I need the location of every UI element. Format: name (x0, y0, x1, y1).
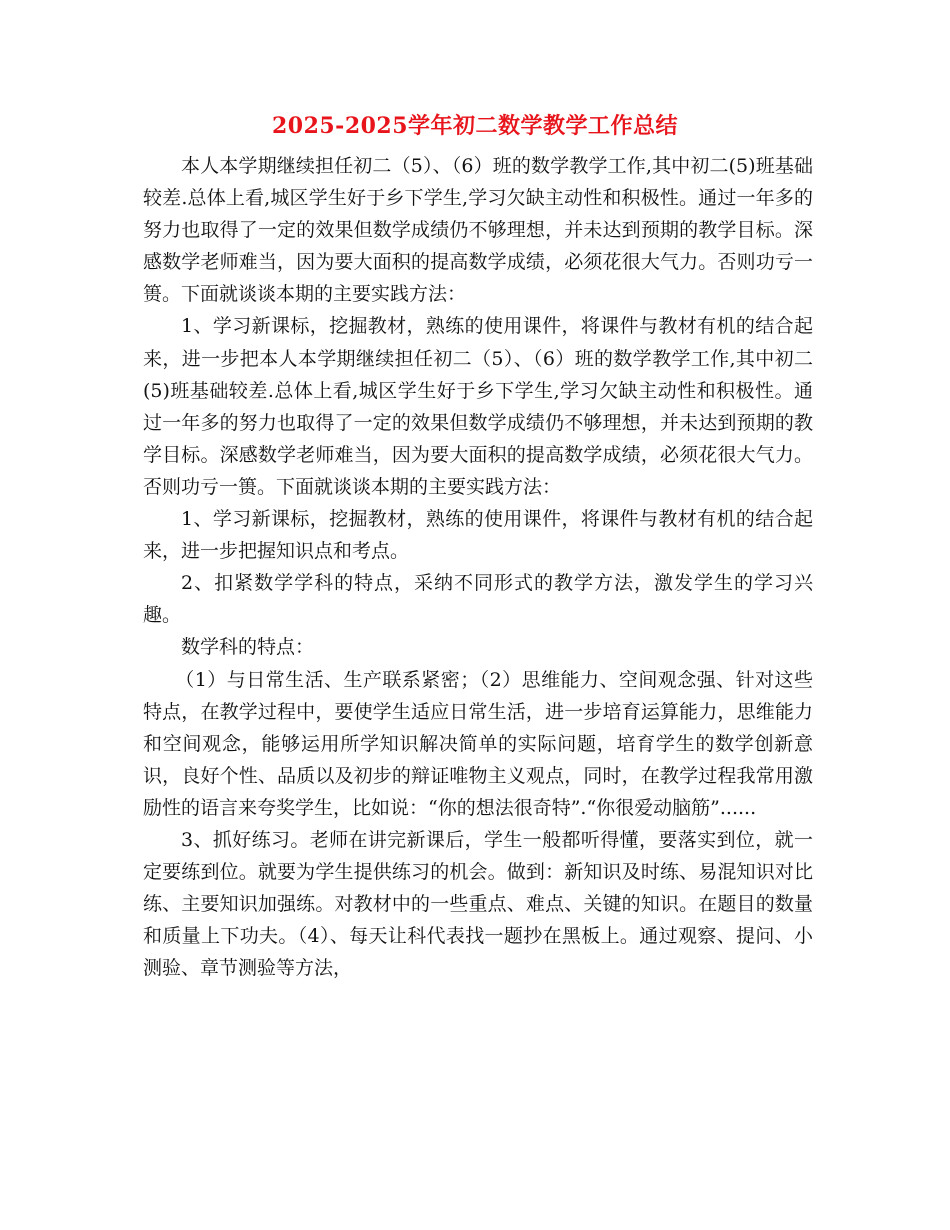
paragraph-item-3: 3、抓好练习。老师在讲完新课后，学生一般都听得懂，要落实到位，就一定要练到位。就要为学生提供练习的机会。做到：新知识及时练、易混知识对比练、主要知识加强练。对教材中的一些重点、难点、关键的知识。在题目的数量和质量上下功夫。（4）、每天让科代表找一题抄在黑板上。通过观察、提问、小测验、章节测验等方法， (143, 828, 813, 980)
paragraph-subject-features: （1）与日常生活、生产联系紧密；（2）思维能力、空间观念强、针对这些特点，在教学过程中，要使学生适应日常生活，进一步培育运算能力，思维能力和空间观念，能够运用所学知识解决简单的实际问题，培育学生的数学创新意识，良好个性、品质以及初步的辩证唯物主义观点，同时，在教学过程我常用激励性的语言来夸奖学生，比如说：“你的想法很奇特”.“你很爱动脑筋”...... (143, 668, 813, 819)
document-title: 2025-2025学年初二数学教学工作总结 (271, 113, 679, 139)
document-body (143, 150, 813, 984)
paragraph-item-2: 2、扣紧数学学科的特点，采纳不同形式的教学方法，激发学生的学习兴趣。 (143, 572, 813, 627)
paragraph-intro: 本人本学期继续担任初二（5）、（6）班的数学教学工作,其中初二(5)班基础较差.总体上看,城区学生好于乡下学生,学习欠缺主动性和积极性。通过一年多的努力也取得了一定的效果但数学成绩仍不够理想，并未达到预期的教学目标。深感数学老师难当，因为要大面积的提高数学成绩，必须花很大气力。否则功亏一篑。下面就谈谈本期的主要实践方法： (143, 155, 813, 306)
paragraph-item-1-repeated: 1、学习新课标，挖掘教材，熟练的使用课件，将课件与教材有机的结合起来，进一步把本人本学期继续担任初二（5）、（6）班的数学教学工作,其中初二(5)班基础较差.总体上看,城区学生好于乡下学生,学习欠缺主动性和积极性。通过一年多的努力也取得了一定的效果但数学成绩仍不够理想，并未达到预期的教学目标。深感数学老师难当，因为要大面积的提高数学成绩，必须花很大气力。否则功亏一篑。下面就谈谈本期的主要实践方法： (143, 315, 813, 498)
paragraph-item-1: 1、学习新课标，挖掘教材，熟练的使用课件，将课件与教材有机的结合起来，进一步把握知识点和考点。 (143, 508, 813, 563)
paragraph-subject-features-heading: 数学科的特点： (181, 636, 315, 659)
